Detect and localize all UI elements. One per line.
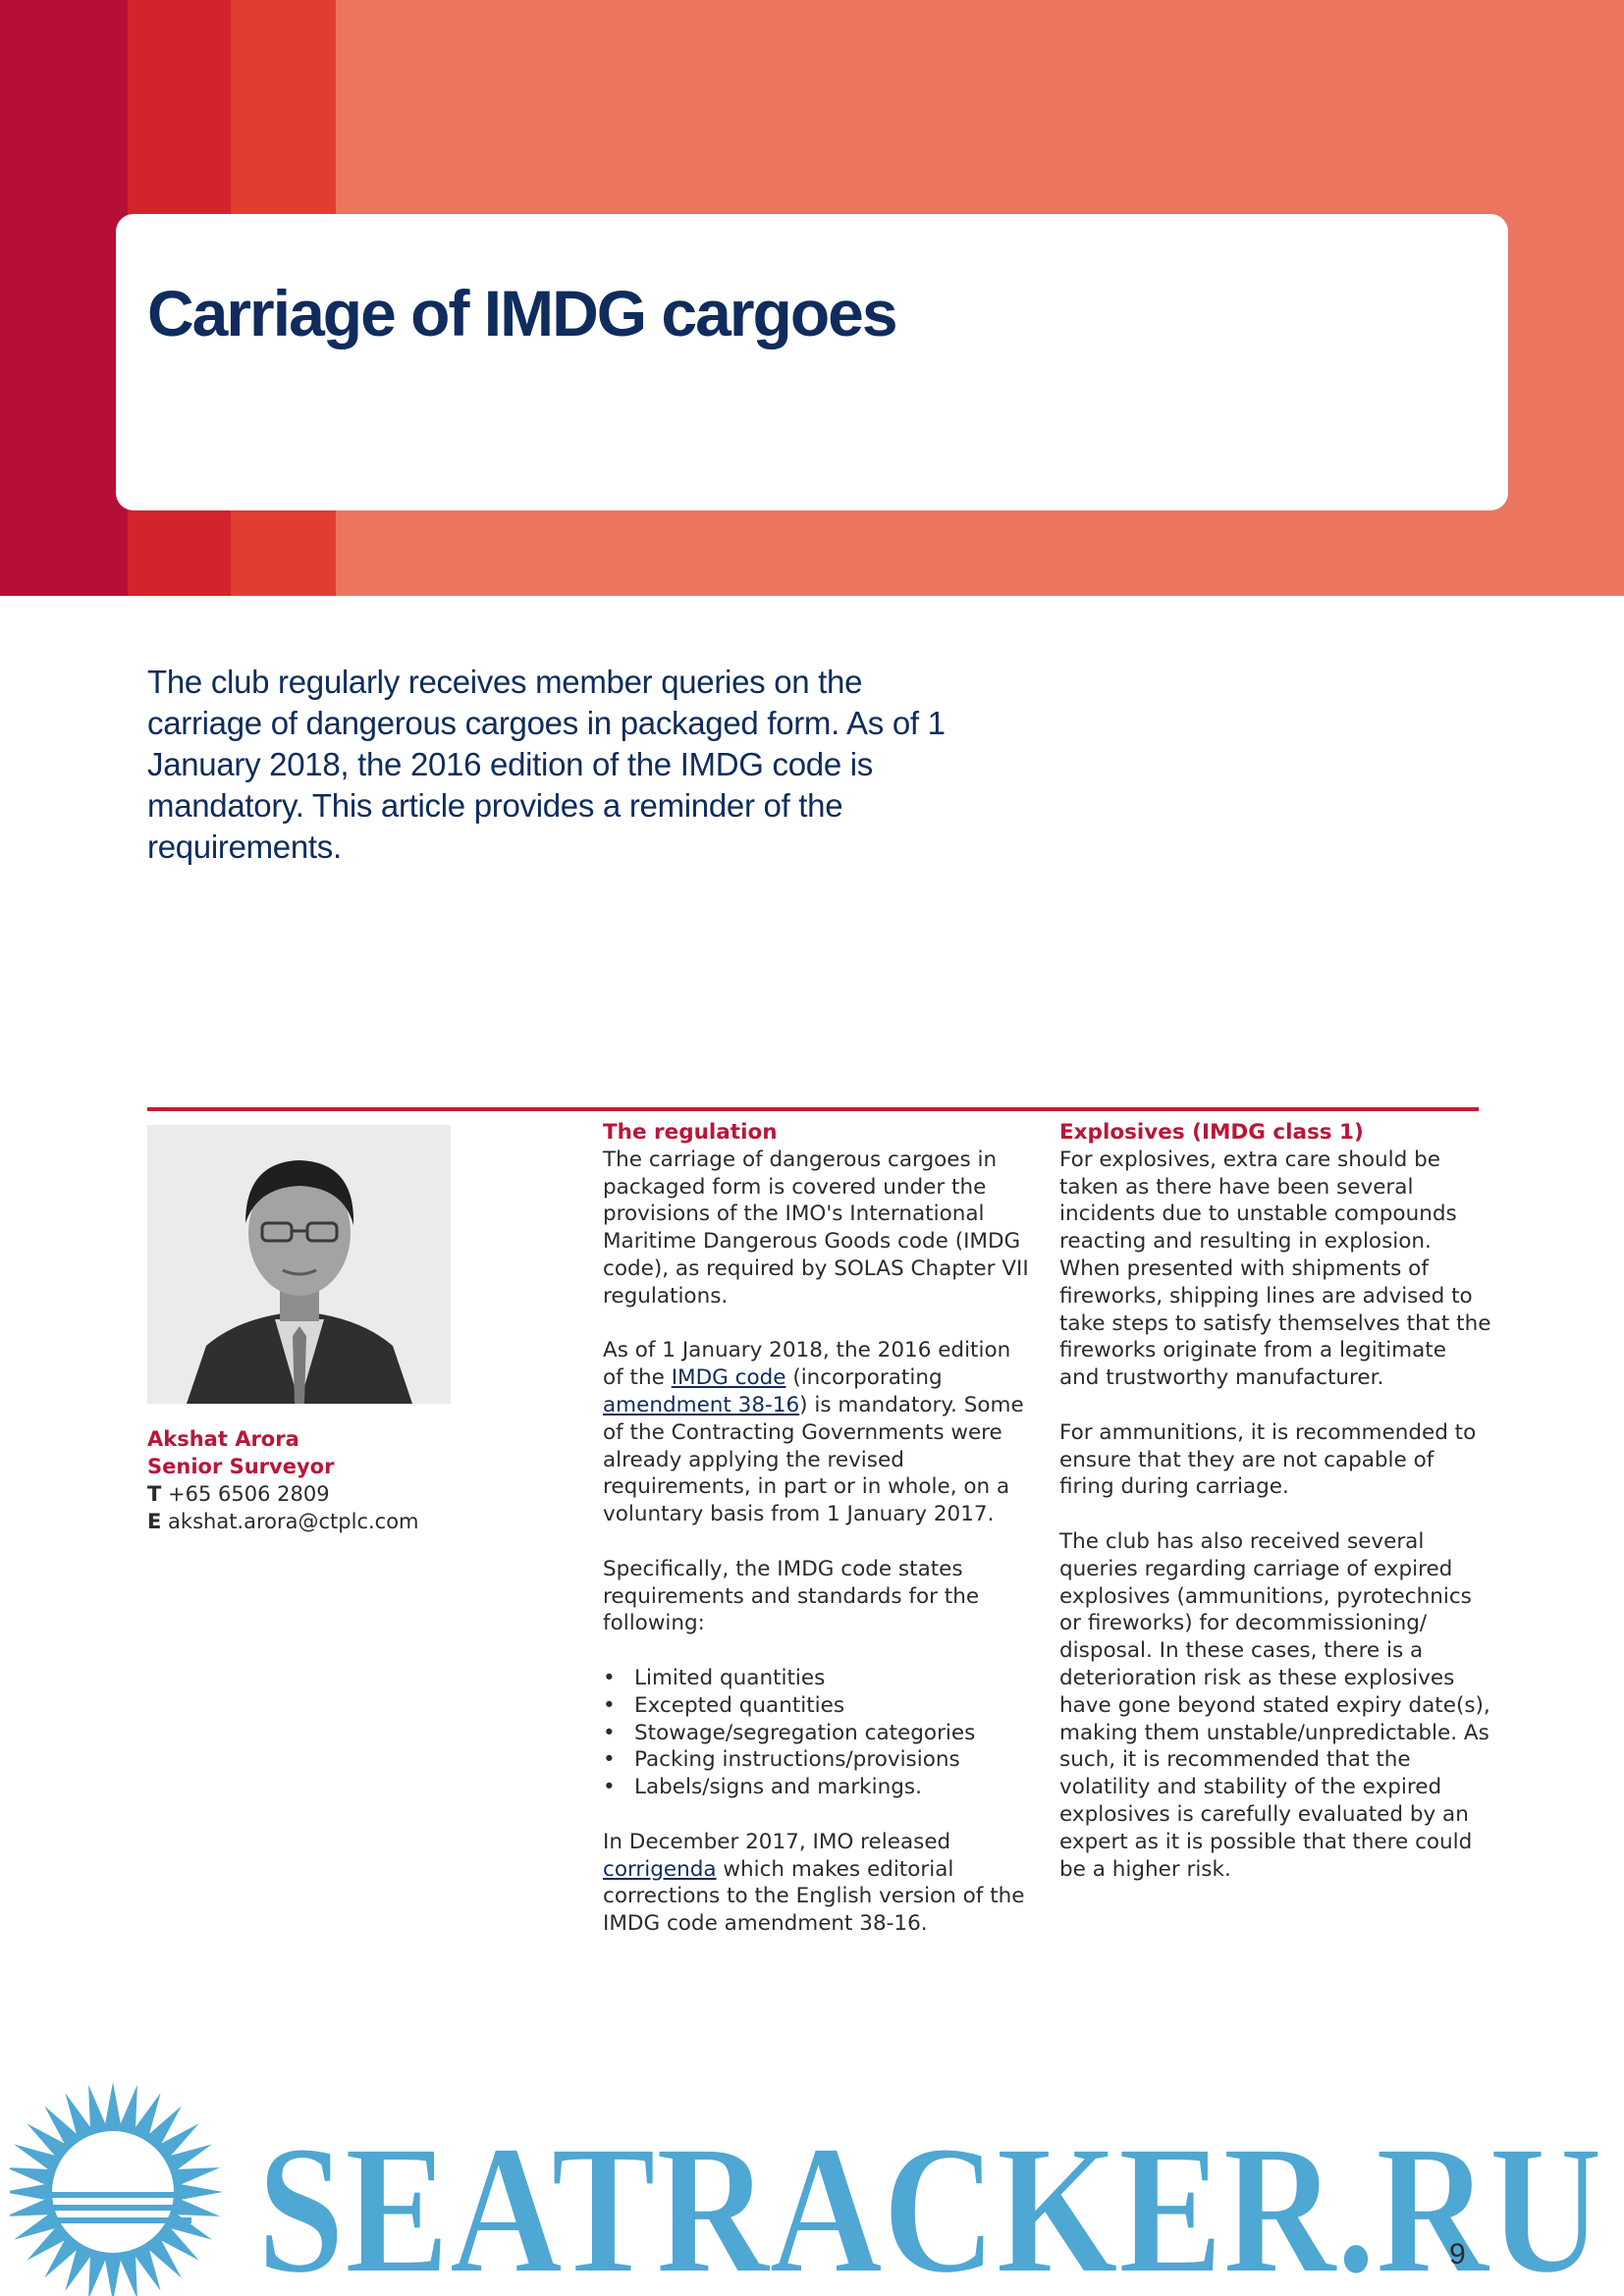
amendment-link[interactable]: amendment 38-16: [603, 1392, 800, 1417]
regulation-heading: The regulation: [603, 1120, 778, 1145]
phone-value: +65 6506 2809: [168, 1482, 330, 1506]
sunburst-icon: [10, 2082, 223, 2296]
column-explosives: [1059, 1119, 1491, 1910]
author-email: [147, 1508, 442, 1535]
regulation-paragraph-2: [603, 1337, 1035, 1528]
p2-pre: As of 1 January 2018, the 2016 edition of the: [603, 1338, 1011, 1391]
p4-pre: In December 2017, IMO released: [603, 1829, 951, 1854]
column-regulation: [603, 1119, 1035, 1965]
imdg-code-link[interactable]: IMDG code: [671, 1365, 786, 1391]
page-title: Carriage of IMDG cargoes: [147, 277, 896, 349]
regulation-paragraph-3: Specifically, the IMDG code states requirements and standards for the following:: [603, 1556, 980, 1636]
list-item: • Limited quantities: [603, 1665, 1035, 1692]
section-divider: [147, 1107, 1479, 1111]
header-band: [0, 0, 1624, 596]
author-phone: [147, 1480, 442, 1508]
intro-paragraph: The club regularly receives member queries on the carriage of dangerous cargoes in packaged form. As of 1 January 2018, the 2016 edition of the IMDG code is mandatory. This article provides a reminder of the requirements.: [147, 664, 946, 865]
email-value[interactable]: akshat.arora@ctplc.com: [168, 1510, 419, 1533]
explosives-paragraph-3: The club has also received several queries regarding carriage of expired explosives (ammunitions, pyrotechnics or fireworks) for decommissioning/ disposal. In these cases, there is a deterioration risk as these explosives have gone beyond stated expiry date(s), making them unstable/unpredictable. As such, it is recommended that the volatility and stability of the expired explosives is carefully evaluated by an expert as it is possible that there could be a higher risk.: [1059, 1528, 1490, 1882]
regulation-paragraph-1: The carriage of dangerous cargoes in packaged form is covered under the provisions of the IMO's International Maritime Dangerous Goods code (IMDG code), as required by SOLAS Chapter VII regulations.: [603, 1147, 1029, 1308]
corrigenda-link[interactable]: corrigenda: [603, 1856, 717, 1882]
p2-mid: (incorporating: [785, 1365, 943, 1391]
list-item: • Stowage/segregation categories: [603, 1720, 1035, 1747]
list-item: • Labels/signs and markings.: [603, 1774, 1035, 1801]
title-card: [116, 214, 1508, 510]
author-block: [147, 1425, 442, 1535]
p4-post: which makes editorial corrections to the English version of the IMDG code amendment 38-16.: [603, 1856, 1025, 1937]
regulation-paragraph-4: [603, 1829, 1035, 1938]
header-stripe-dark: [0, 0, 128, 596]
author-photo: [147, 1125, 451, 1404]
phone-label: T: [147, 1482, 162, 1506]
email-label: E: [147, 1510, 162, 1533]
explosives-heading: Explosives (IMDG class 1): [1059, 1120, 1364, 1145]
requirements-list: [603, 1665, 1035, 1801]
page-number: 9: [1449, 2238, 1466, 2270]
author-portrait-icon: [147, 1125, 451, 1404]
author-name: Akshat Arora: [147, 1427, 299, 1451]
watermark-text: SEATRACKER.RU: [257, 2107, 1602, 2296]
watermark: [10, 2052, 1624, 2296]
explosives-paragraph-2: For ammunitions, it is recommended to ensure that they are not capable of firing during carriage.: [1059, 1419, 1477, 1500]
explosives-paragraph-1: For explosives, extra care should be taken as there have been several incidents due to unstable compounds reacting and resulting in explosion. When presented with shipments of fireworks, shipping lines are advised to take steps to satisfy themselves that the fireworks originate from a legitimate and trustworthy manufacturer.: [1059, 1147, 1491, 1391]
author-role: Senior Surveyor: [147, 1455, 335, 1478]
list-item: • Packing instructions/provisions: [603, 1746, 1035, 1774]
list-item: • Excepted quantities: [603, 1692, 1035, 1720]
p2-post: ) is mandatory. Some of the Contracting Governments were already applying the revised requirements, in part or in whole, on a voluntary basis from 1 January 2017.: [603, 1392, 1024, 1527]
